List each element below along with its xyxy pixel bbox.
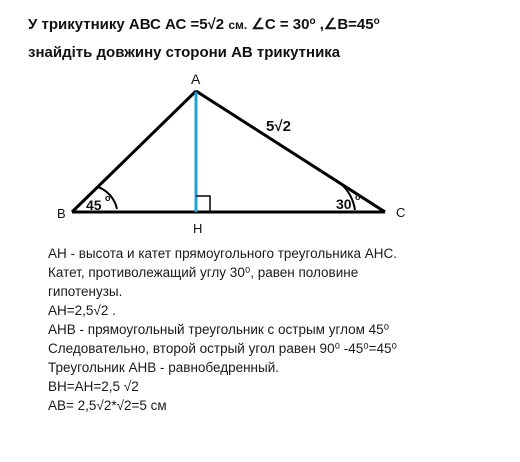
problem-line-2: знайдіть довжину сторони АВ трикутника <box>28 44 341 61</box>
vertex-a-label: A <box>191 71 201 87</box>
right-angle-marker <box>196 196 210 212</box>
angle-b-label: 45 <box>86 197 102 213</box>
vertex-c-label: C <box>396 205 406 220</box>
solution-line: гипотенузы. <box>48 284 123 299</box>
solution-line: Треугольник AHB - равнобедренный. <box>48 360 280 375</box>
problem-unit: см. <box>228 18 248 32</box>
degree-mark: о <box>373 16 380 27</box>
solution-line: AH=2,5√2 . <box>48 303 116 318</box>
solution-text <box>48 244 508 415</box>
problem-angle-b: ,∠В=45 <box>319 16 374 33</box>
problem-angle-c: ∠С = 30 <box>251 16 310 33</box>
angle-c-label: 30 <box>336 196 352 212</box>
solution-line: Катет, противолежащий углу 30⁰, равен половине <box>48 265 359 280</box>
solution-line: AH - высота и катет прямоугольного треугольника AHC. <box>48 246 397 261</box>
degree-mark: о <box>309 16 316 27</box>
side-ab <box>72 91 196 212</box>
solution-line: AB= 2,5√2*√2=5 см <box>48 398 167 413</box>
vertex-b-label: B <box>57 206 66 221</box>
problem-given-side: У трикутнику АВС АС =5√2 <box>28 16 225 33</box>
side-ac-length-label: 5√2 <box>266 118 291 135</box>
solution-line: AHB - прямоугольный треугольник с острым углом 45⁰ <box>48 322 390 337</box>
angle-b-degree: o <box>105 193 111 203</box>
solution-line: BH=AH=2,5 √2 <box>48 379 139 394</box>
foot-h-label: H <box>193 221 203 236</box>
solution-line: Следовательно, второй острый угол равен 90⁰ -45⁰=45⁰ <box>48 341 397 356</box>
angle-c-degree: o <box>355 192 361 202</box>
